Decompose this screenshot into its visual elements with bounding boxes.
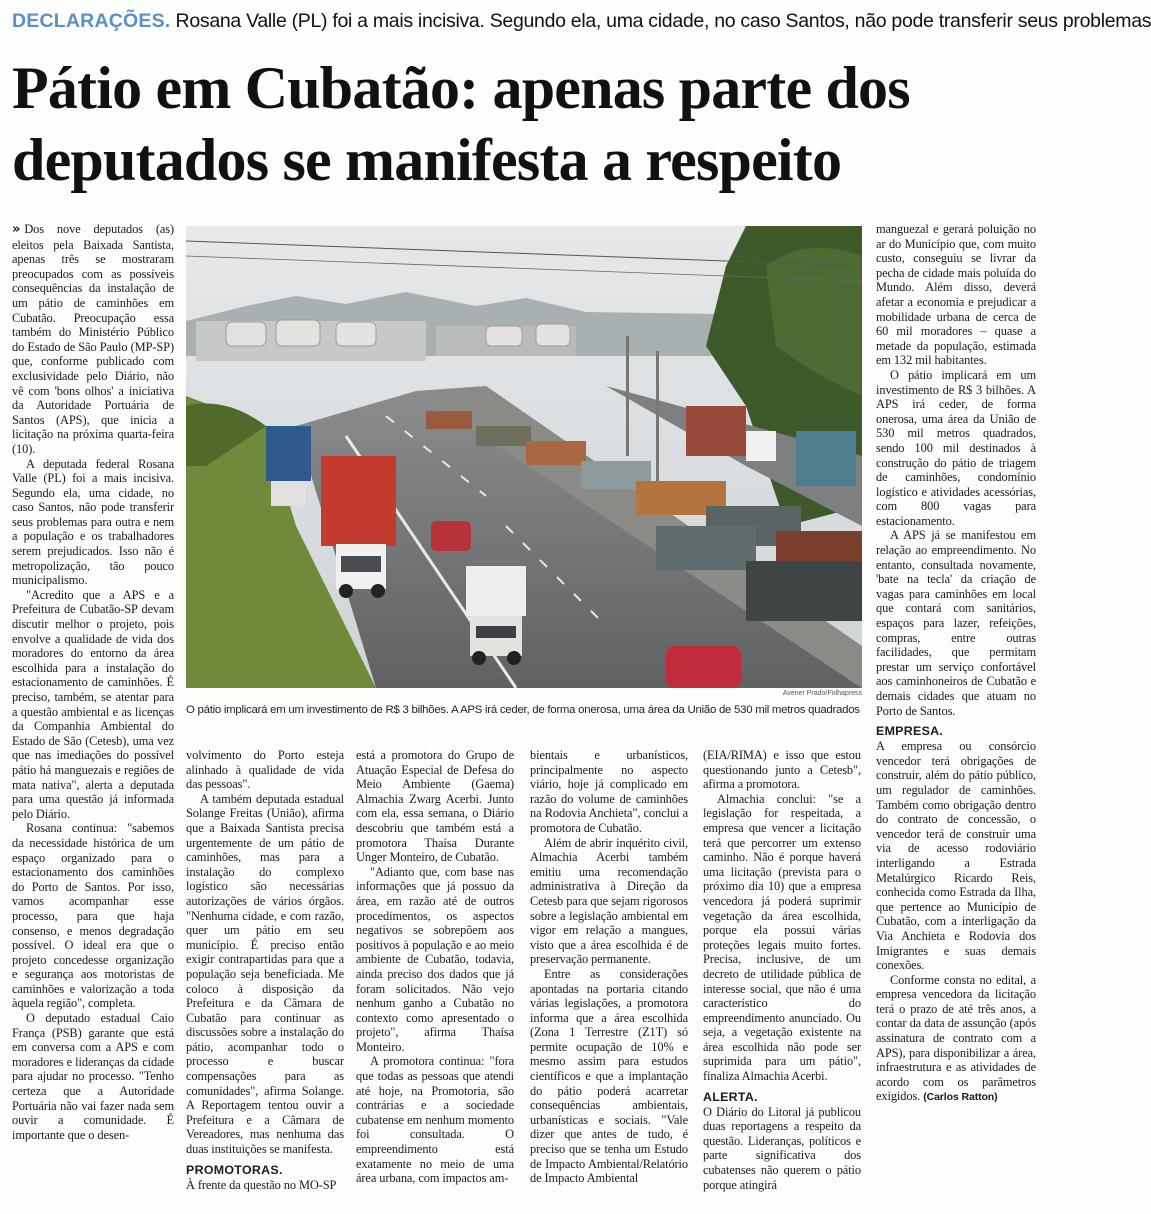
- headline-line-2: deputados se manifesta a respeito: [12, 127, 842, 193]
- article-column-6: [876, 222, 1036, 1207]
- article-paragraph: O Diário do Litoral já publicou duas reportagens a respeito da questão. Lideranças, políticos e parte significativa dos cubatenses não querem o pátio porque atingirá: [703, 1104, 861, 1192]
- article-column-4: [530, 748, 688, 1208]
- article-column-2: [186, 748, 344, 1208]
- highway-truck-photo-illustration: [186, 226, 862, 688]
- kicker-label: DECLARAÇÕES.: [12, 10, 171, 32]
- article-paragraph: "Acredito que a APS e a Prefeitura de Cubatão-SP devam discutir melhor o projeto, pois envolve a qualidade de vida dos moradores do entorno da área escolhida para a instalação do estacionamento de caminhões. É preciso, também, se atentar para a questão ambiental e as licenças da Companhia Ambiental do Estado de São (Cetesb), uma vez que nas imediações do possível pátio há manguezais e regiões de mata nativa", alerta a deputada para uma questão já informada pelo Diário.: [12, 587, 174, 821]
- headline: [12, 52, 1037, 196]
- article-paragraph: bientais e urbanísticos, principalmente no aspecto viário, hoje já complicado em razão do volume de caminhões na Rodovia Anchieta", conclui a promotora de Cubatão.: [530, 748, 688, 835]
- article-column-5: [703, 748, 861, 1208]
- article-column-3: [356, 748, 514, 1208]
- article-paragraph: Conforme consta no edital, a empresa vencedora da licitação terá o prazo de até três anos, a contar da data de assunção (após assinatura de contrato com a APS), para disponibilizar a área, infraestrutura e as atividades de acordo com os parâmetros exigidos. (Carlos Ratton): [876, 972, 1036, 1104]
- article-paragraph: A APS já se manifestou em relação ao empreendimento. No entanto, consultada novamente, 'bate na tecla' da criação de vagas para caminhões em local que contará com sanitários, espaços para lazer, refeições, compras, entre outras facilidades, que permitam prestar um serviço confortável aos caminhoneiros de Cubatão e demais cidades que atuam no Porto de Santos.: [876, 528, 1036, 718]
- news-photo: [186, 226, 862, 688]
- article-paragraph: (EIA/RIMA) e isso que estou questionando junto a Cetesb", afirma a promotora.: [703, 748, 861, 792]
- article-paragraph: volvimento do Porto esteja alinhado à qualidade de vida das pessoas".: [186, 748, 344, 792]
- article-paragraph: A também deputada estadual Solange Freitas (União), afirma que a Baixada Santista precisa urgentemente de um pátio de caminhões, mas para a instalação do complexo logístico são necessárias autorizações de vários órgãos. "Nenhuma cidade, e com razão, quer um pátio em seu município. É preciso então exigir contrapartidas para que a população seja beneficiada. Me coloco à disposição da Prefeitura e da Câmara de Cubatão para continuar as discussões sobre a instalação do pátio, acompanhar todo o processo e buscar compensações para as comunidades", afirma Solange. A Reportagem tentou ouvir a Prefeitura e a Câmara de Vereadores, mas nenhuma das duas instituições se manifesta.: [186, 791, 344, 1157]
- article-paragraph: A deputada federal Rosana Valle (PL) foi a mais incisiva. Segundo ela, uma cidade, no caso Santos, não pode transferir seus problemas para outra e nem a população e os trabalhadores serem prejudicados. Isso não é metropolização, tão pouco municipalismo.: [12, 456, 174, 588]
- photo-caption: O pátio implicará em um investimento de R$ 3 bilhões. A APS irá ceder, de forma onerosa, uma área da União de 530 mil metros quadrados: [186, 704, 860, 716]
- article-column-1: [12, 222, 174, 1207]
- article-paragraph: O pátio implicará em um investimento de R$ 3 bilhões. A APS irá ceder, de forma onerosa, uma área da União de 530 mil metros quadrados, sendo 100 mil destinados à construção do pátio de triagem de caminhões, condomínio logístico e atividades acessórias, com 800 vagas para estacionamento.: [876, 367, 1036, 528]
- article-paragraph: À frente da questão no MO-SP: [186, 1177, 337, 1192]
- author-signature: (Carlos Ratton): [923, 1091, 998, 1104]
- photo-credit: Avener Prado/Folhapress: [782, 690, 862, 697]
- article-paragraph: A promotora continua: "fora que todas as pessoas que atendi até hoje, na Promotoria, são contrárias e a sociedade cubatense em nenhum momento foi consultada. O empreendimento está exatamente no meio de uma área urbana, com impactos am-: [356, 1054, 514, 1186]
- article-paragraph: » Dos nove deputados (as) eleitos pela Baixada Santista, apenas três se mostraram preocupados com as possíveis consequências da instalação de um pátio de caminhões em Cubatão. Preocupação essa também do Ministério Público do Estado de São Paulo (MP-SP) que, conforme publicado com exclusividade pelo Diário, não vê com 'bons olhos' a iniciativa da Autoridade Portuária de Santos (APS), que inicia a licitação na próxima quarta-feira (10).: [12, 222, 174, 456]
- kicker: [12, 10, 1151, 33]
- article-paragraph: manguezal e gerará poluição no ar do Município que, com muito custo, conseguiu se livrar da pecha de cidade mais poluída do Mundo. Além disso, deverá afetar a economia e prejudicar a mobilidade urbana de cerca de 60 mil moradores – quase a metade da população, estimada em 132 mil habitantes.: [876, 222, 1036, 368]
- headline-line-1: Pátio em Cubatão: apenas parte dos: [12, 55, 910, 121]
- article-paragraph: Almachia conclui: "se a legislação for respeitada, a empresa que vencer a licitação terá que percorrer um extenso caminho. Não é porque haverá uma licitação (prevista para o próximo dia 10) que a empresa vencedora já poderá suprimir vegetação da área escolhida, porque ela possui várias proteções legais muito fortes. Precisa, inclusive, de um decreto de utilidade pública de interesse social, que não é uma característico do empreendimento anunciado. Ou seja, a vegetação existente na área escolhida não pode ser suprimida para um pátio", finaliza Almachia Acerbi.: [703, 791, 861, 1084]
- article-paragraph: "Adianto que, com base nas informações que já possuo da área, em razão até de outros procedimentos, os aspectos negativos se sobrepõem aos positivos à população e ao meio ambiente de Cubatão, todavia, ainda preciso dos dados que já foram solicitados. Não vejo nenhum ganho a Cubatão no contexto como apresentado o projeto", afirma Thaísa Monteiro.: [356, 864, 514, 1054]
- article-paragraph: Além de abrir inquérito civil, Almachia Acerbi também emitiu uma recomendação administrativa à Direção da Cetesb para que sejam rigorosos sobre a legislação ambiental em vigor em relação a mangues, visto que a área escolhida é de preservação permanente.: [530, 835, 688, 967]
- kicker-text: Rosana Valle (PL) foi a mais incisiva. Segundo ela, uma cidade, no caso Santos, não pode transferir seus problemas: [175, 10, 1151, 32]
- article-paragraph: A empresa ou consórcio vencedor terá obrigações de construir, além do pátio público, um regulador de caminhões. Também como obrigação dentro do contrato de concessão, o vencedor terá de construir uma via de acesso rodoviário interligando a Estrada Metalúrgico Ricardo Reis, conhecida como Estrada da Ilha, que pertence ao Município de Cubatão, com a interligação da Via Anchieta e Rodovia dos Imigrantes e suas demais conexões.: [876, 739, 1036, 973]
- article-paragraph: O deputado estadual Caio França (PSB) garante que está em conversa com a APS e com moradores e lideranças da cidade para ajudar no processo. "Tenho certeza que a Autoridade Portuária não vai fazer nada sem ouvir a comunidade. É importante que o desen-: [12, 1011, 174, 1142]
- section-heading: EMPRESA.: [876, 724, 944, 739]
- article-paragraph: Entre as considerações apontadas na portaria citando várias legislações, a promotora informa que a área escolhida (Zona 1 Terrestre (Z1T) só permite ocupação de 10% e mesmo assim para estudos científicos e que a implantação do pátio poderá acarretar consequências ambientais, urbanísticas e sociais. "Vale dizer que antes de tudo, é preciso que se tenha um Estudo de Impacto Ambiental/Relatório de Impacto Ambiental: [530, 966, 688, 1186]
- double-chevron-icon: »: [12, 222, 21, 237]
- section-heading: ALERTA.: [703, 1089, 758, 1104]
- section-heading: PROMOTORAS.: [186, 1162, 283, 1177]
- article-paragraph: está a promotora do Grupo de Atuação Especial de Defesa do Meio Ambiente (Gaema) Almachia Zwarg Acerbi. Junto com ela, essa semana, o Diário descobriu que também está a promotora Thaísa Durante Unger Monteiro, de Cubatão.: [356, 748, 514, 865]
- article-paragraph: Rosana continua: "sabemos da necessidade histórica de um espaço organizado para o estacionamento dos caminhões do Porto de Santos. Por isso, vamos acompanhar esse processo, para que haja consenso, e menos degradação possível. O ideal era que o projeto concedesse organização e segurança aos motoristas de caminhões e valorização a toda àquela região", completa.: [12, 821, 174, 1011]
